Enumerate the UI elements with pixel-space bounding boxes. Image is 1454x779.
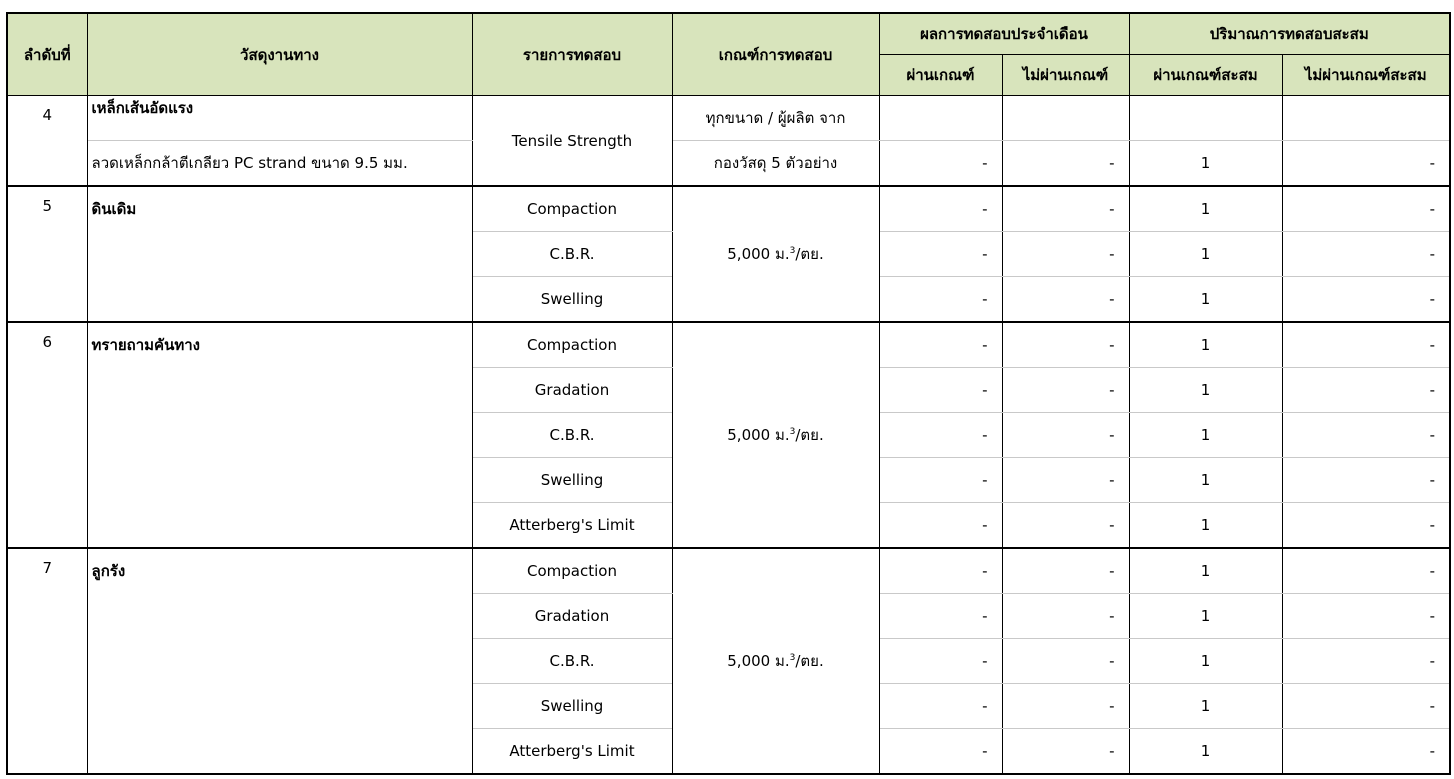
row-number: 5 xyxy=(7,186,87,322)
material-name: เหล็กเส้นอัดแรง xyxy=(87,96,472,141)
pass-value: - xyxy=(879,413,1002,458)
pass-value: - xyxy=(879,322,1002,368)
col-header-criteria: เกณฑ์การทดสอบ xyxy=(672,13,879,96)
fail-value: - xyxy=(1002,277,1129,323)
fail-value: - xyxy=(1002,141,1129,187)
fail-value: - xyxy=(1002,503,1129,549)
table-row xyxy=(7,141,1450,187)
criteria-per-sample: /ตย. xyxy=(795,426,824,444)
pass-cum-value: 1 xyxy=(1129,322,1282,368)
pass-cum-value: 1 xyxy=(1129,548,1282,594)
col-header-monthly: ผลการทดสอบประจำเดือน xyxy=(879,13,1129,55)
fail-cum-value: - xyxy=(1282,141,1450,187)
test-item: Tensile Strength xyxy=(472,96,672,187)
criteria-line-1: ทุกขนาด / ผู้ผลิต จาก xyxy=(672,96,879,141)
material-name: ทรายถามคันทาง xyxy=(87,322,472,548)
fail-cum-value: - xyxy=(1282,729,1450,775)
material-name: ลูกรัง xyxy=(87,548,472,774)
fail-cum-value: - xyxy=(1282,684,1450,729)
pass-cum-value: 1 xyxy=(1129,277,1282,323)
fail-cum-value: - xyxy=(1282,368,1450,413)
criteria-per-sample: /ตย. xyxy=(795,652,824,670)
pass-value: - xyxy=(879,368,1002,413)
material-subtitle: ลวดเหล็กกล้าตีเกลียว PC strand ขนาด 9.5 มม. xyxy=(87,141,472,187)
fail-cum-value: - xyxy=(1282,277,1450,323)
fail-cum-value: - xyxy=(1282,413,1450,458)
fail-cum-value: - xyxy=(1282,503,1450,549)
pass-cum-value: 1 xyxy=(1129,141,1282,187)
pass-value: - xyxy=(879,186,1002,232)
test-results-sheet xyxy=(6,12,1449,772)
test-item: Swelling xyxy=(472,458,672,503)
fail-value: - xyxy=(1002,413,1129,458)
fail-value: - xyxy=(1002,684,1129,729)
pass-value: - xyxy=(879,503,1002,549)
fail-cum-value: - xyxy=(1282,548,1450,594)
fail-value: - xyxy=(1002,594,1129,639)
fail-value: - xyxy=(1002,729,1129,775)
pass-cum-value: 1 xyxy=(1129,413,1282,458)
pass-value: - xyxy=(879,458,1002,503)
table-row xyxy=(7,186,1450,232)
pass-cum-value: 1 xyxy=(1129,594,1282,639)
pass-cum-value: 1 xyxy=(1129,458,1282,503)
pass-cum-value: 1 xyxy=(1129,729,1282,775)
pass-value: - xyxy=(879,277,1002,323)
test-item: C.B.R. xyxy=(472,232,672,277)
col-header-test-item: รายการทดสอบ xyxy=(472,13,672,96)
pass-value: - xyxy=(879,548,1002,594)
col-header-pass: ผ่านเกณฑ์ xyxy=(879,55,1002,96)
criteria-line-2: กองวัสดุ 5 ตัวอย่าง xyxy=(672,141,879,187)
criteria xyxy=(672,322,879,548)
test-item: Compaction xyxy=(472,322,672,368)
test-item: Swelling xyxy=(472,277,672,323)
table-row xyxy=(7,548,1450,594)
pass-value: - xyxy=(879,729,1002,775)
col-header-fail-cum: ไม่ผ่านเกณฑ์สะสม xyxy=(1282,55,1450,96)
row-number: 7 xyxy=(7,548,87,774)
pass-value: - xyxy=(879,141,1002,187)
material-name: ดินเดิม xyxy=(87,186,472,322)
pass-cum-value: 1 xyxy=(1129,232,1282,277)
criteria xyxy=(672,186,879,322)
pass-cum-value: 1 xyxy=(1129,186,1282,232)
criteria-quantity: 5,000 ม. xyxy=(727,245,790,263)
criteria-quantity: 5,000 ม. xyxy=(727,652,790,670)
row-number: 6 xyxy=(7,322,87,548)
fail-cum-value: - xyxy=(1282,232,1450,277)
test-item: Gradation xyxy=(472,594,672,639)
pass-value xyxy=(879,96,1002,141)
test-results-table xyxy=(6,12,1451,775)
test-item: Atterberg's Limit xyxy=(472,503,672,549)
test-item: C.B.R. xyxy=(472,639,672,684)
pass-cum-value: 1 xyxy=(1129,368,1282,413)
criteria-quantity: 5,000 ม. xyxy=(727,426,790,444)
col-header-no: ลำดับที่ xyxy=(7,13,87,96)
fail-cum-value: - xyxy=(1282,458,1450,503)
test-item: Swelling xyxy=(472,684,672,729)
pass-value: - xyxy=(879,232,1002,277)
pass-value: - xyxy=(879,594,1002,639)
fail-value xyxy=(1002,96,1129,141)
fail-cum-value: - xyxy=(1282,186,1450,232)
criteria xyxy=(672,548,879,774)
pass-cum-value: 1 xyxy=(1129,639,1282,684)
pass-cum-value: 1 xyxy=(1129,503,1282,549)
fail-value: - xyxy=(1002,186,1129,232)
criteria-per-sample: /ตย. xyxy=(795,245,824,263)
col-header-fail: ไม่ผ่านเกณฑ์ xyxy=(1002,55,1129,96)
test-item: Compaction xyxy=(472,548,672,594)
criteria-exponent: 3 xyxy=(789,246,796,256)
col-header-material: วัสดุงานทาง xyxy=(87,13,472,96)
fail-value: - xyxy=(1002,458,1129,503)
pass-value: - xyxy=(879,684,1002,729)
fail-cum-value xyxy=(1282,96,1450,141)
table-row xyxy=(7,322,1450,368)
criteria-exponent: 3 xyxy=(789,653,796,663)
fail-value: - xyxy=(1002,639,1129,684)
pass-cum-value: 1 xyxy=(1129,684,1282,729)
fail-cum-value: - xyxy=(1282,322,1450,368)
row-number: 4 xyxy=(7,96,87,187)
col-header-cumulative: ปริมาณการทดสอบสะสม xyxy=(1129,13,1450,55)
fail-value: - xyxy=(1002,548,1129,594)
criteria-exponent: 3 xyxy=(789,427,796,437)
fail-value: - xyxy=(1002,368,1129,413)
test-item: Atterberg's Limit xyxy=(472,729,672,775)
test-item: Gradation xyxy=(472,368,672,413)
fail-cum-value: - xyxy=(1282,594,1450,639)
test-item: C.B.R. xyxy=(472,413,672,458)
col-header-pass-cum: ผ่านเกณฑ์สะสม xyxy=(1129,55,1282,96)
fail-value: - xyxy=(1002,232,1129,277)
fail-value: - xyxy=(1002,322,1129,368)
fail-cum-value: - xyxy=(1282,639,1450,684)
pass-cum-value xyxy=(1129,96,1282,141)
table-row xyxy=(7,96,1450,141)
pass-value: - xyxy=(879,639,1002,684)
test-item: Compaction xyxy=(472,186,672,232)
